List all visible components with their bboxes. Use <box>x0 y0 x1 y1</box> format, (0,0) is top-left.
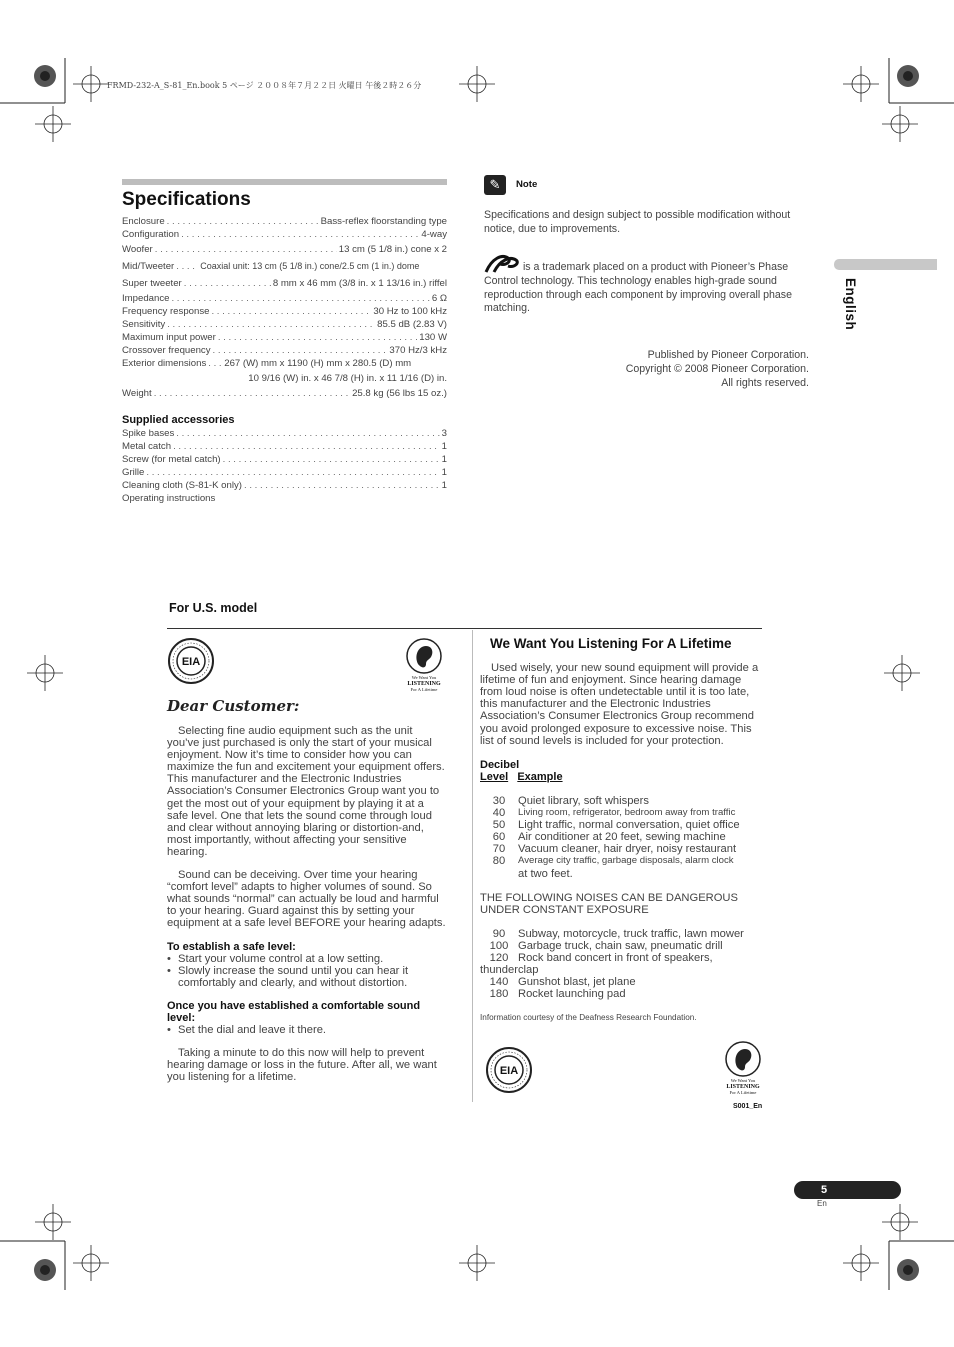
spec-row: Configuration . . . 4-way <box>122 228 447 241</box>
specifications-title: Specifications <box>122 189 251 210</box>
phase-control-logo-icon <box>484 252 522 274</box>
spec-row: Super tweeter . . . 8 mm x 46 mm (3/8 in. x 1 13/16 in.) riffel <box>122 275 447 292</box>
lifetime-section <box>480 638 765 1024</box>
specifications-section <box>122 179 447 505</box>
spec-row: Mid/Tweeter . . . Coaxial unit: 13 cm (5 1/8 in.) cone/2.5 cm (1 in.) dome <box>122 258 447 275</box>
paragraph: Taking a minute to do this now will help to prevent hearing damage or loss in the future. After all, we want you listening for a lifetime. <box>167 1047 437 1084</box>
accessory-row: Grille . . . 1 <box>122 466 447 479</box>
note-text: Specifications and design subject to possible modification without notice, due to improvements. <box>484 209 791 235</box>
publisher-info: Published by Pioneer Corporation. Copyright © 2008 Pioneer Corporation. All rights reserved. <box>625 349 809 389</box>
table-row: 30 Quiet library, soft whispers <box>492 794 649 807</box>
lifetime-heading: We Want You Listening For A Lifetime <box>490 636 732 651</box>
table-row: 120 Rock band concert in front of speakers, <box>489 951 713 964</box>
spec-row: Exterior dimensions . . . 267 (W) mm x 1190 (H) mm x 280.5 (D) mm <box>122 357 447 370</box>
spec-row: Crossover frequency . . . 370 Hz/3 kHz <box>122 344 447 357</box>
svg-text:We Want You: We Want You <box>730 1078 756 1083</box>
accessory-row: Cleaning cloth (S-81-K only) . . . 1 <box>122 479 447 492</box>
danger-notice: THE FOLLOWING NOISES CAN BE DANGEROUS UNDER CONSTANT EXPOSURE <box>480 891 738 916</box>
table-row: at two feet. <box>518 867 573 880</box>
language-tab <box>834 259 937 270</box>
spec-row: 10 9/16 (W) in. x 46 7/8 (H) in. x 11 1/16 (D) in. <box>248 373 447 384</box>
accessory-row: Spike bases . . . 3 <box>122 427 447 440</box>
bullet-item: • Start your volume control at a low setting. <box>167 952 384 965</box>
trademark-paragraph: is a trademark placed on a product with Pioneer’s Phase Control technology. This technology enables high-grade sound reproduction through each component by improving overall phase matching. <box>484 252 809 316</box>
page-language: En <box>817 1199 827 1208</box>
decibel-heading: Decibel <box>480 758 520 771</box>
listening-ear-seal-icon <box>404 638 444 694</box>
svg-text:LISTENING: LISTENING <box>726 1084 760 1090</box>
table-row: 90 Subway, motorcycle, truck traffic, lawn mower <box>492 927 744 940</box>
bullet-item: • Set the dial and leave it there. <box>167 1024 327 1037</box>
svg-text:EIA: EIA <box>499 1065 519 1077</box>
pencil-icon: ✎ <box>484 175 506 195</box>
note-section <box>484 175 814 236</box>
accessories-heading: Supplied accessories <box>122 414 235 426</box>
svg-text:We Want You: We Want You <box>411 675 437 680</box>
safe-level-heading: To establish a safe level: <box>167 940 296 953</box>
spec-row: Enclosure . . . Bass-reflex floorstanding type <box>122 215 447 228</box>
listening-ear-seal-icon <box>723 1041 763 1097</box>
svg-text:EIA: EIA <box>181 656 201 668</box>
paragraph: Sound can be deceiving. Over time your hearing “comfort level” adapts to higher volumes of sound. So what sounds “normal” can actually be loud and harmful to your hearing. Guard against this by setting your equipment at a safe level BEFORE your hearing adapts. <box>167 869 446 930</box>
spec-row: Impedance . . . 6 Ω <box>122 292 447 305</box>
table-row: 140 Gunshot blast, jet plane <box>489 976 636 989</box>
column-divider <box>472 630 473 1102</box>
divider <box>167 628 762 629</box>
spec-row: Woofer . . . 13 cm (5 1/8 in.) cone x 2 <box>122 241 447 258</box>
page-number: 5 <box>794 1181 901 1199</box>
document-code: S001_En <box>733 1103 763 1110</box>
table-row: 80 Average city traffic, garbage disposals, alarm clock <box>492 855 734 868</box>
table-row: 50 Light traffic, normal conversation, quiet office <box>492 819 740 832</box>
accessory-row: Screw (for metal catch) . . . 1 <box>122 453 447 466</box>
svg-text:For A Lifetime: For A Lifetime <box>729 1090 757 1095</box>
accessory-row: Operating instructions <box>122 493 216 504</box>
spec-row: Frequency response . . . 30 Hz to 100 kHz <box>122 305 447 318</box>
us-model-heading: For U.S. model <box>169 601 258 615</box>
language-label: English <box>843 278 858 331</box>
svg-text:For A Lifetime: For A Lifetime <box>410 687 438 692</box>
paragraph: Selecting fine audio equipment such as the unit you’ve just purchased is only the start of your musical enjoyment. Now it’s time to consider how you can maximize the fun and excitement your equipment offers. This manufacturer and the Electronic Industries Association’s Consumer Electronics Group want you to get the most out of your equipment by playing it at a safe level. One that lets the sound come through loud and clear without annoying blaring or distortion-and, most importantly, without affecting your sensitive hearing. <box>167 725 445 858</box>
dear-customer-greeting: Dear Customer: <box>167 697 300 715</box>
eia-seal-icon <box>486 1047 532 1093</box>
table-row: 180 Rocket launching pad <box>489 988 626 1001</box>
section-bar <box>122 179 447 185</box>
spec-row: Maximum input power . . . 130 W <box>122 331 447 344</box>
comfortable-level-heading: Once you have established a comfortable sound level: <box>167 999 421 1024</box>
paragraph: Used wisely, your new sound equipment will provide a lifetime of fun and enjoyment. Since hearing damage from loud noise is often undetectable until it is too late, this manufacturer and the Electronic Industries Association’s Consumer Electronics Group recommend you avoid prolonged exposure to excessive noise. This list of sound levels is included for your protection. <box>480 662 759 747</box>
note-label: Note <box>516 179 538 191</box>
svg-text:LISTENING: LISTENING <box>407 681 441 687</box>
dear-customer-text <box>167 725 447 1094</box>
table-row-continuation: thunderclap <box>480 964 539 977</box>
spec-row: Sensitivity . . . 85.5 dB (2.83 V) <box>122 318 447 331</box>
table-header: Level Example <box>480 770 563 783</box>
table-row: 60 Air conditioner at 20 feet, sewing machine <box>492 831 726 844</box>
spec-row: Weight . . . 25.8 kg (56 lbs 15 oz.) <box>122 387 447 400</box>
eia-seal-icon <box>168 638 214 684</box>
table-row: 100 Garbage truck, chain saw, pneumatic drill <box>489 939 723 952</box>
courtesy-note: Information courtesy of the Deafness Research Foundation. <box>480 1013 697 1023</box>
table-row: 70 Vacuum cleaner, hair dryer, noisy restaurant <box>492 843 737 856</box>
bullet-item: • Slowly increase the sound until you can hear it comfortably and clearly, and without distortion. <box>167 964 409 989</box>
print-header-line: FRMD-232-A_S-81_En.book 5 ページ ２００８年７月２２日 火曜日 午後２時２６分 <box>107 81 422 90</box>
accessory-row: Metal catch . . . 1 <box>122 440 447 453</box>
table-row: 40 Living room, refrigerator, bedroom away from traffic <box>492 807 736 820</box>
